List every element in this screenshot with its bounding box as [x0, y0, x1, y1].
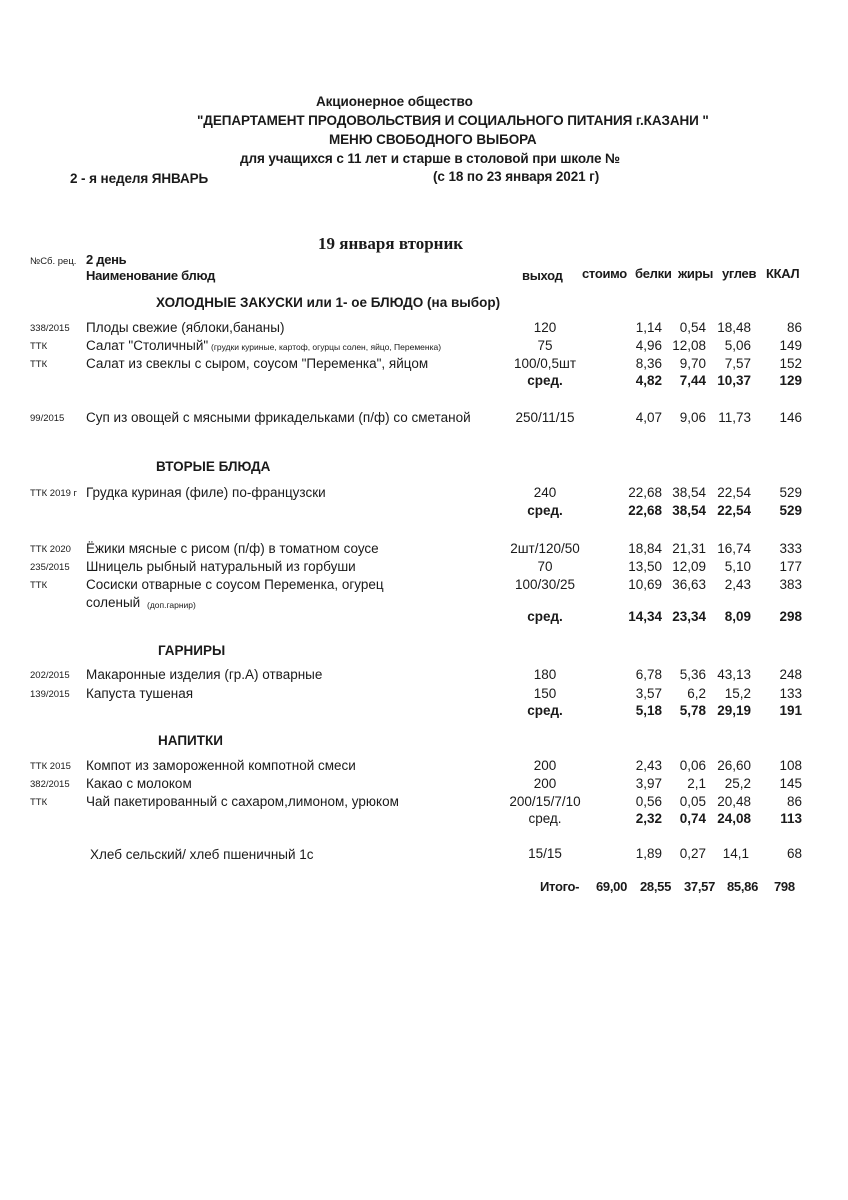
col-protein-header: белки — [635, 266, 672, 281]
carbs-value: 10,37 — [717, 373, 751, 388]
protein-value: 4,82 — [635, 373, 662, 388]
dish-name: Суп из овощей с мясными фрикадельками (п/ф) со сметаной — [86, 410, 471, 425]
col-name-header: Наименование блюд — [86, 268, 216, 283]
recipe-code: ТТК — [30, 580, 48, 591]
protein-value: 14,34 — [628, 609, 662, 624]
dish-output: 200 — [533, 758, 557, 773]
dish-output: 120 — [533, 320, 557, 335]
dish-note: (доп.гарнир) — [147, 600, 196, 610]
kcal-value: 113 — [780, 811, 802, 826]
fat-value: 0,54 — [679, 320, 706, 335]
dish-name: Чай пакетированный с сахаром,лимоном, урюком — [86, 794, 399, 809]
fat-value: 5,36 — [679, 667, 706, 682]
fat-value: 2,1 — [687, 776, 706, 791]
recipe-code: 139/2015 — [30, 689, 70, 700]
carbs-value: 20,48 — [717, 794, 751, 809]
period-label: (с 18 по 23 января 2021 г) — [433, 169, 600, 184]
total-kcal: 798 — [774, 879, 795, 894]
protein-value: 22,68 — [628, 503, 662, 518]
kcal-value: 248 — [779, 667, 802, 682]
menu-title: МЕНЮ СВОБОДНОГО ВЫБОРА — [329, 132, 537, 147]
fat-value: 12,09 — [672, 559, 706, 574]
kcal-value: 191 — [779, 703, 802, 718]
fat-value: 0,06 — [679, 758, 706, 773]
kcal-value: 129 — [779, 373, 802, 388]
protein-value: 10,69 — [628, 577, 662, 592]
dish-output: 70 — [537, 559, 553, 574]
carbs-value: 26,60 — [717, 758, 751, 773]
average-label: сред. — [527, 373, 563, 388]
week-label: 2 - я неделя ЯНВАРЬ — [70, 171, 209, 186]
kcal-value: 152 — [779, 356, 802, 371]
protein-value: 1,14 — [635, 320, 662, 335]
carbs-value: 22,54 — [717, 503, 751, 518]
kcal-value: 149 — [779, 338, 802, 353]
carbs-value: 8,09 — [724, 609, 751, 624]
kcal-value: 108 — [779, 758, 802, 773]
carbs-value: 11,73 — [718, 410, 751, 425]
col-kcal-header: ККАЛ — [766, 266, 800, 281]
average-label: сред. — [527, 703, 563, 718]
recipe-code: ТТК 2015 — [30, 761, 71, 772]
day-number-label: 2 день — [86, 252, 127, 267]
fat-value: 12,08 — [672, 338, 706, 353]
carbs-value: 22,54 — [717, 485, 751, 500]
recipe-code: 202/2015 — [30, 670, 70, 681]
dish-output: 100/30/25 — [514, 577, 576, 592]
dish-name: Плоды свежие (яблоки,бананы) — [86, 320, 285, 335]
section-title-drinks: НАПИТКИ — [158, 733, 223, 748]
dish-name: Ёжики мясные с рисом (п/ф) в томатном соусе — [86, 541, 379, 556]
kcal-value: 333 — [779, 541, 802, 556]
carbs-value: 18,48 — [717, 320, 751, 335]
org-line: Акционерное общество — [316, 94, 473, 109]
col-carbs-header: углев — [722, 266, 757, 281]
dish-name: Грудка куриная (филе) по-французски — [86, 485, 326, 500]
dish-output: 2шт/120/50 — [510, 541, 580, 556]
bread-protein: 1,89 — [635, 846, 662, 861]
section-title-cold: ХОЛОДНЫЕ ЗАКУСКИ или 1- ое БЛЮДО (на выбор) — [156, 295, 501, 310]
dish-note: (грудки куриные, картоф, огурцы солен, яйцо, Переменка) — [211, 342, 442, 352]
total-protein: 28,55 — [640, 879, 672, 894]
dish-name: Сосиски отварные с соусом Переменка, огурец — [86, 577, 384, 592]
total-carbs: 85,86 — [727, 879, 759, 894]
recipe-code: ТТК — [30, 359, 48, 370]
bread-output: 15/15 — [528, 846, 562, 861]
carbs-value: 29,19 — [717, 703, 751, 718]
protein-value: 4,96 — [635, 338, 662, 353]
section-title-main: ВТОРЫЕ БЛЮДА — [156, 459, 271, 474]
fat-value: 38,54 — [672, 485, 706, 500]
kcal-value: 529 — [779, 503, 802, 518]
protein-value: 5,18 — [635, 703, 662, 718]
dish-name: Салат из свеклы с сыром, соусом "Переменка", яйцом — [86, 356, 429, 371]
protein-value: 22,68 — [628, 485, 662, 500]
protein-value: 8,36 — [635, 356, 662, 371]
kcal-value: 145 — [779, 776, 802, 791]
dish-output: 75 — [537, 338, 553, 353]
col-code-header: №Сб. рец. — [30, 256, 77, 267]
bread-kcal: 68 — [786, 846, 802, 861]
dish-name: Шницель рыбный натуральный из горбуши — [86, 559, 356, 574]
carbs-value: 15,2 — [724, 686, 751, 701]
protein-value: 6,78 — [635, 667, 662, 682]
dish-output: 100/0,5шт — [513, 356, 577, 371]
dish-output: 250/11/15 — [515, 410, 575, 425]
recipe-code: 338/2015 — [30, 323, 70, 334]
day-heading: 19 января вторник — [318, 234, 464, 253]
recipe-code: ТТК — [30, 341, 48, 352]
protein-value: 13,50 — [628, 559, 662, 574]
protein-value: 3,97 — [635, 776, 662, 791]
audience-line: для учащихся с 11 лет и старше в столовой при школе № — [240, 151, 620, 166]
kcal-value: 383 — [779, 577, 802, 592]
dish-name: Салат "Столичный" — [86, 338, 209, 353]
kcal-value: 86 — [786, 794, 802, 809]
dish-output: 200 — [533, 776, 557, 791]
col-fat-header: жиры — [678, 266, 714, 281]
kcal-value: 133 — [779, 686, 802, 701]
dish-output: 180 — [533, 667, 557, 682]
bread-carbs: 14,1 — [722, 846, 749, 861]
kcal-value: 146 — [779, 410, 802, 425]
total-fat: 37,57 — [684, 879, 716, 894]
protein-value: 2,32 — [635, 811, 662, 826]
carbs-value: 5,06 — [724, 338, 751, 353]
average-label: сред. — [527, 609, 563, 624]
fat-value: 21,31 — [672, 541, 706, 556]
fat-value: 9,06 — [679, 410, 706, 425]
dish-output: 150 — [533, 686, 557, 701]
kcal-value: 529 — [779, 485, 802, 500]
dish-name: Капуста тушеная — [86, 686, 194, 701]
fat-value: 7,44 — [679, 373, 706, 388]
recipe-code: ТТК — [30, 797, 48, 808]
dish-name: Компот из замороженной компотной смеси — [86, 758, 356, 773]
average-label: сред. — [528, 811, 562, 826]
recipe-code: 235/2015 — [30, 562, 70, 573]
col-output-header: выход — [522, 268, 563, 283]
protein-value: 0,56 — [635, 794, 662, 809]
protein-value: 3,57 — [635, 686, 662, 701]
fat-value: 9,70 — [679, 356, 706, 371]
protein-value: 4,07 — [635, 410, 662, 425]
dish-name: Какао с молоком — [86, 776, 192, 791]
carbs-value: 5,10 — [724, 559, 751, 574]
average-label: сред. — [527, 503, 563, 518]
kcal-value: 86 — [786, 320, 802, 335]
fat-value: 6,2 — [687, 686, 706, 701]
carbs-value: 16,74 — [717, 541, 751, 556]
kcal-value: 298 — [779, 609, 802, 624]
fat-value: 38,54 — [672, 503, 706, 518]
protein-value: 18,84 — [628, 541, 662, 556]
bread-name: Хлеб сельский/ хлеб пшеничный 1с — [90, 847, 314, 862]
fat-value: 36,63 — [672, 577, 706, 592]
section-title-sides: ГАРНИРЫ — [158, 643, 226, 658]
carbs-value: 43,13 — [717, 667, 751, 682]
total-cost: 69,00 — [596, 879, 628, 894]
carbs-value: 24,08 — [717, 811, 751, 826]
carbs-value: 25,2 — [724, 776, 751, 791]
recipe-code: 382/2015 — [30, 779, 70, 790]
dish-output: 200/15/7/10 — [509, 794, 581, 809]
protein-value: 2,43 — [635, 758, 662, 773]
dish-output: 240 — [533, 485, 557, 500]
recipe-code: 99/2015 — [30, 413, 65, 424]
total-label: Итого- — [540, 879, 580, 894]
recipe-code: ТТК 2019 г — [30, 488, 78, 499]
recipe-code: ТТК 2020 — [30, 544, 71, 555]
carbs-value: 7,57 — [724, 356, 751, 371]
fat-value: 5,78 — [679, 703, 706, 718]
department-title: "ДЕПАРТАМЕНТ ПРОДОВОЛЬСТВИЯ И СОЦИАЛЬНОГО ПИТАНИЯ г.КАЗАНИ " — [197, 113, 709, 128]
carbs-value: 2,43 — [724, 577, 751, 592]
dish-name: Макаронные изделия (гр.А) отварные — [86, 667, 323, 682]
fat-value: 0,05 — [679, 794, 706, 809]
kcal-value: 177 — [779, 559, 802, 574]
fat-value: 0,74 — [679, 811, 706, 826]
bread-fat: 0,27 — [679, 846, 706, 861]
dish-name-continued: соленый — [86, 595, 141, 610]
col-cost-header: стоимо — [582, 266, 627, 281]
fat-value: 23,34 — [672, 609, 706, 624]
